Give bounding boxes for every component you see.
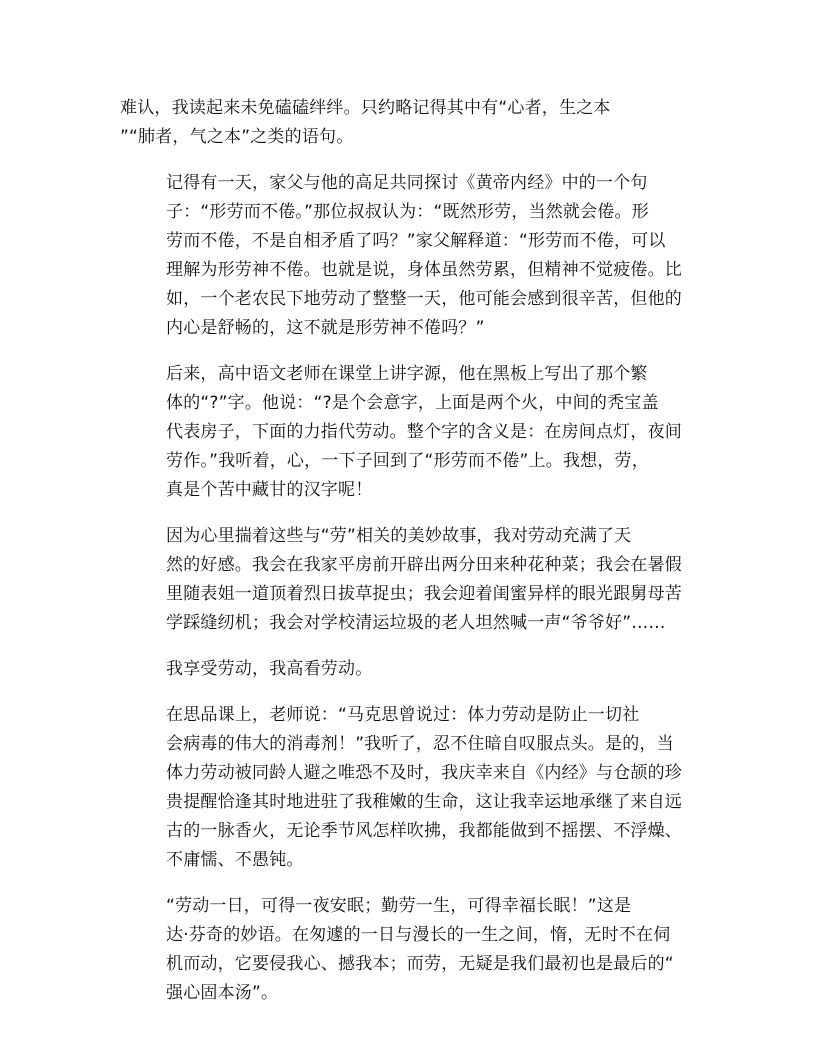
text-line: 劳作。”我听着，心，一下子回到了“形劳而不倦”上。我想，劳， xyxy=(166,451,649,471)
text-line: 学踩缝纫机；我会对学校清运垃圾的老人坦然喊一声“爷爷好”…… xyxy=(166,613,666,633)
text-line: 然的好感。我会在我家平房前开辟出两分田来种花种菜；我会在暑假 xyxy=(166,555,682,575)
text-line: 贵提醒恰逢其时地进驻了我稚嫩的生命，这让我幸运地承继了来自远 xyxy=(166,792,682,812)
paragraph-5 xyxy=(120,655,696,684)
essay-body xyxy=(120,94,696,1025)
text-line: 达·芬奇的妙语。在匆遽的一日与漫长的一生之间，惰，无时不在伺 xyxy=(166,925,671,945)
text-line: 子：“形劳而不倦。”那位叔叔认为：“既然形劳，当然就会倦。形 xyxy=(166,202,649,222)
text-line: “劳动一日，可得一夜安眠；勤劳一生，可得幸福长眠！”这是 xyxy=(166,896,632,916)
text-line: 里随表姐一道顶着烈日拔草捉虫；我会迎着闺蜜异样的眼光跟舅母苦 xyxy=(166,584,682,604)
text-line: 我享受劳动，我高看劳动。 xyxy=(166,659,373,679)
text-line: 在思品课上，老师说：“马克思曾说过：体力劳动是防止一切社 xyxy=(166,705,640,725)
text-line: 如，一个老农民下地劳动了整整一天，他可能会感到很辛苦，但他的 xyxy=(166,289,682,309)
text-line: 劳而不倦，不是自相矛盾了吗？”家父解释道：“形劳而不倦，可以 xyxy=(166,231,666,251)
text-line: 记得有一天，家父与他的高足共同探讨《黄帝内经》中的一个句 xyxy=(166,173,648,193)
text-line: ”“肺者，气之本”之类的语句。 xyxy=(120,127,354,147)
text-line: 体力劳动被同龄人避之唯恐不及时，我庆幸来自《内经》与仓颉的珍 xyxy=(166,763,682,783)
paragraph-4 xyxy=(120,522,696,638)
text-line: 不庸懦、不愚钝。 xyxy=(166,850,304,870)
paragraph-1 xyxy=(120,94,696,152)
text-line: 强心固本汤”。 xyxy=(166,983,279,1003)
paragraph-3 xyxy=(120,360,696,505)
text-line: 内心是舒畅的，这不就是形劳神不倦吗？” xyxy=(166,318,485,338)
text-line: 理解为形劳神不倦。也就是说，身体虽然劳累，但精神不觉疲倦。比 xyxy=(166,260,682,280)
text-line: 代表房子，下面的力指代劳动。整个字的含义是：在房间点灯，夜间 xyxy=(166,422,682,442)
text-line: 因为心里揣着这些与“劳”相关的美妙故事，我对劳动充满了天 xyxy=(166,526,632,546)
paragraph-6 xyxy=(120,701,696,875)
text-line: 古的一脉香火，无论季节风怎样吹拂，我都能做到不摇摆、不浮燥、 xyxy=(166,821,682,841)
text-line: 会病毒的伟大的消毒剂！”我听了，忍不住暗自叹服点头。是的，当 xyxy=(166,734,674,754)
text-line: 后来，高中语文老师在课堂上讲字源，他在黑板上写出了那个繁 xyxy=(166,364,648,384)
text-line: 体的“?”字。他说：“?是个会意字，上面是两个火，中间的秃宝盖 xyxy=(166,393,659,413)
paragraph-2 xyxy=(120,169,696,343)
text-line: 机而动，它要侵我心、撼我本；而劳，无疑是我们最初也是最后的“ xyxy=(166,954,674,974)
text-line: 难认，我读起来未免磕磕绊绊。只约略记得其中有“心者，生之本 xyxy=(120,98,611,118)
text-line: 真是个苦中藏甘的汉字呢！ xyxy=(166,480,373,500)
paragraph-7 xyxy=(120,892,696,1008)
